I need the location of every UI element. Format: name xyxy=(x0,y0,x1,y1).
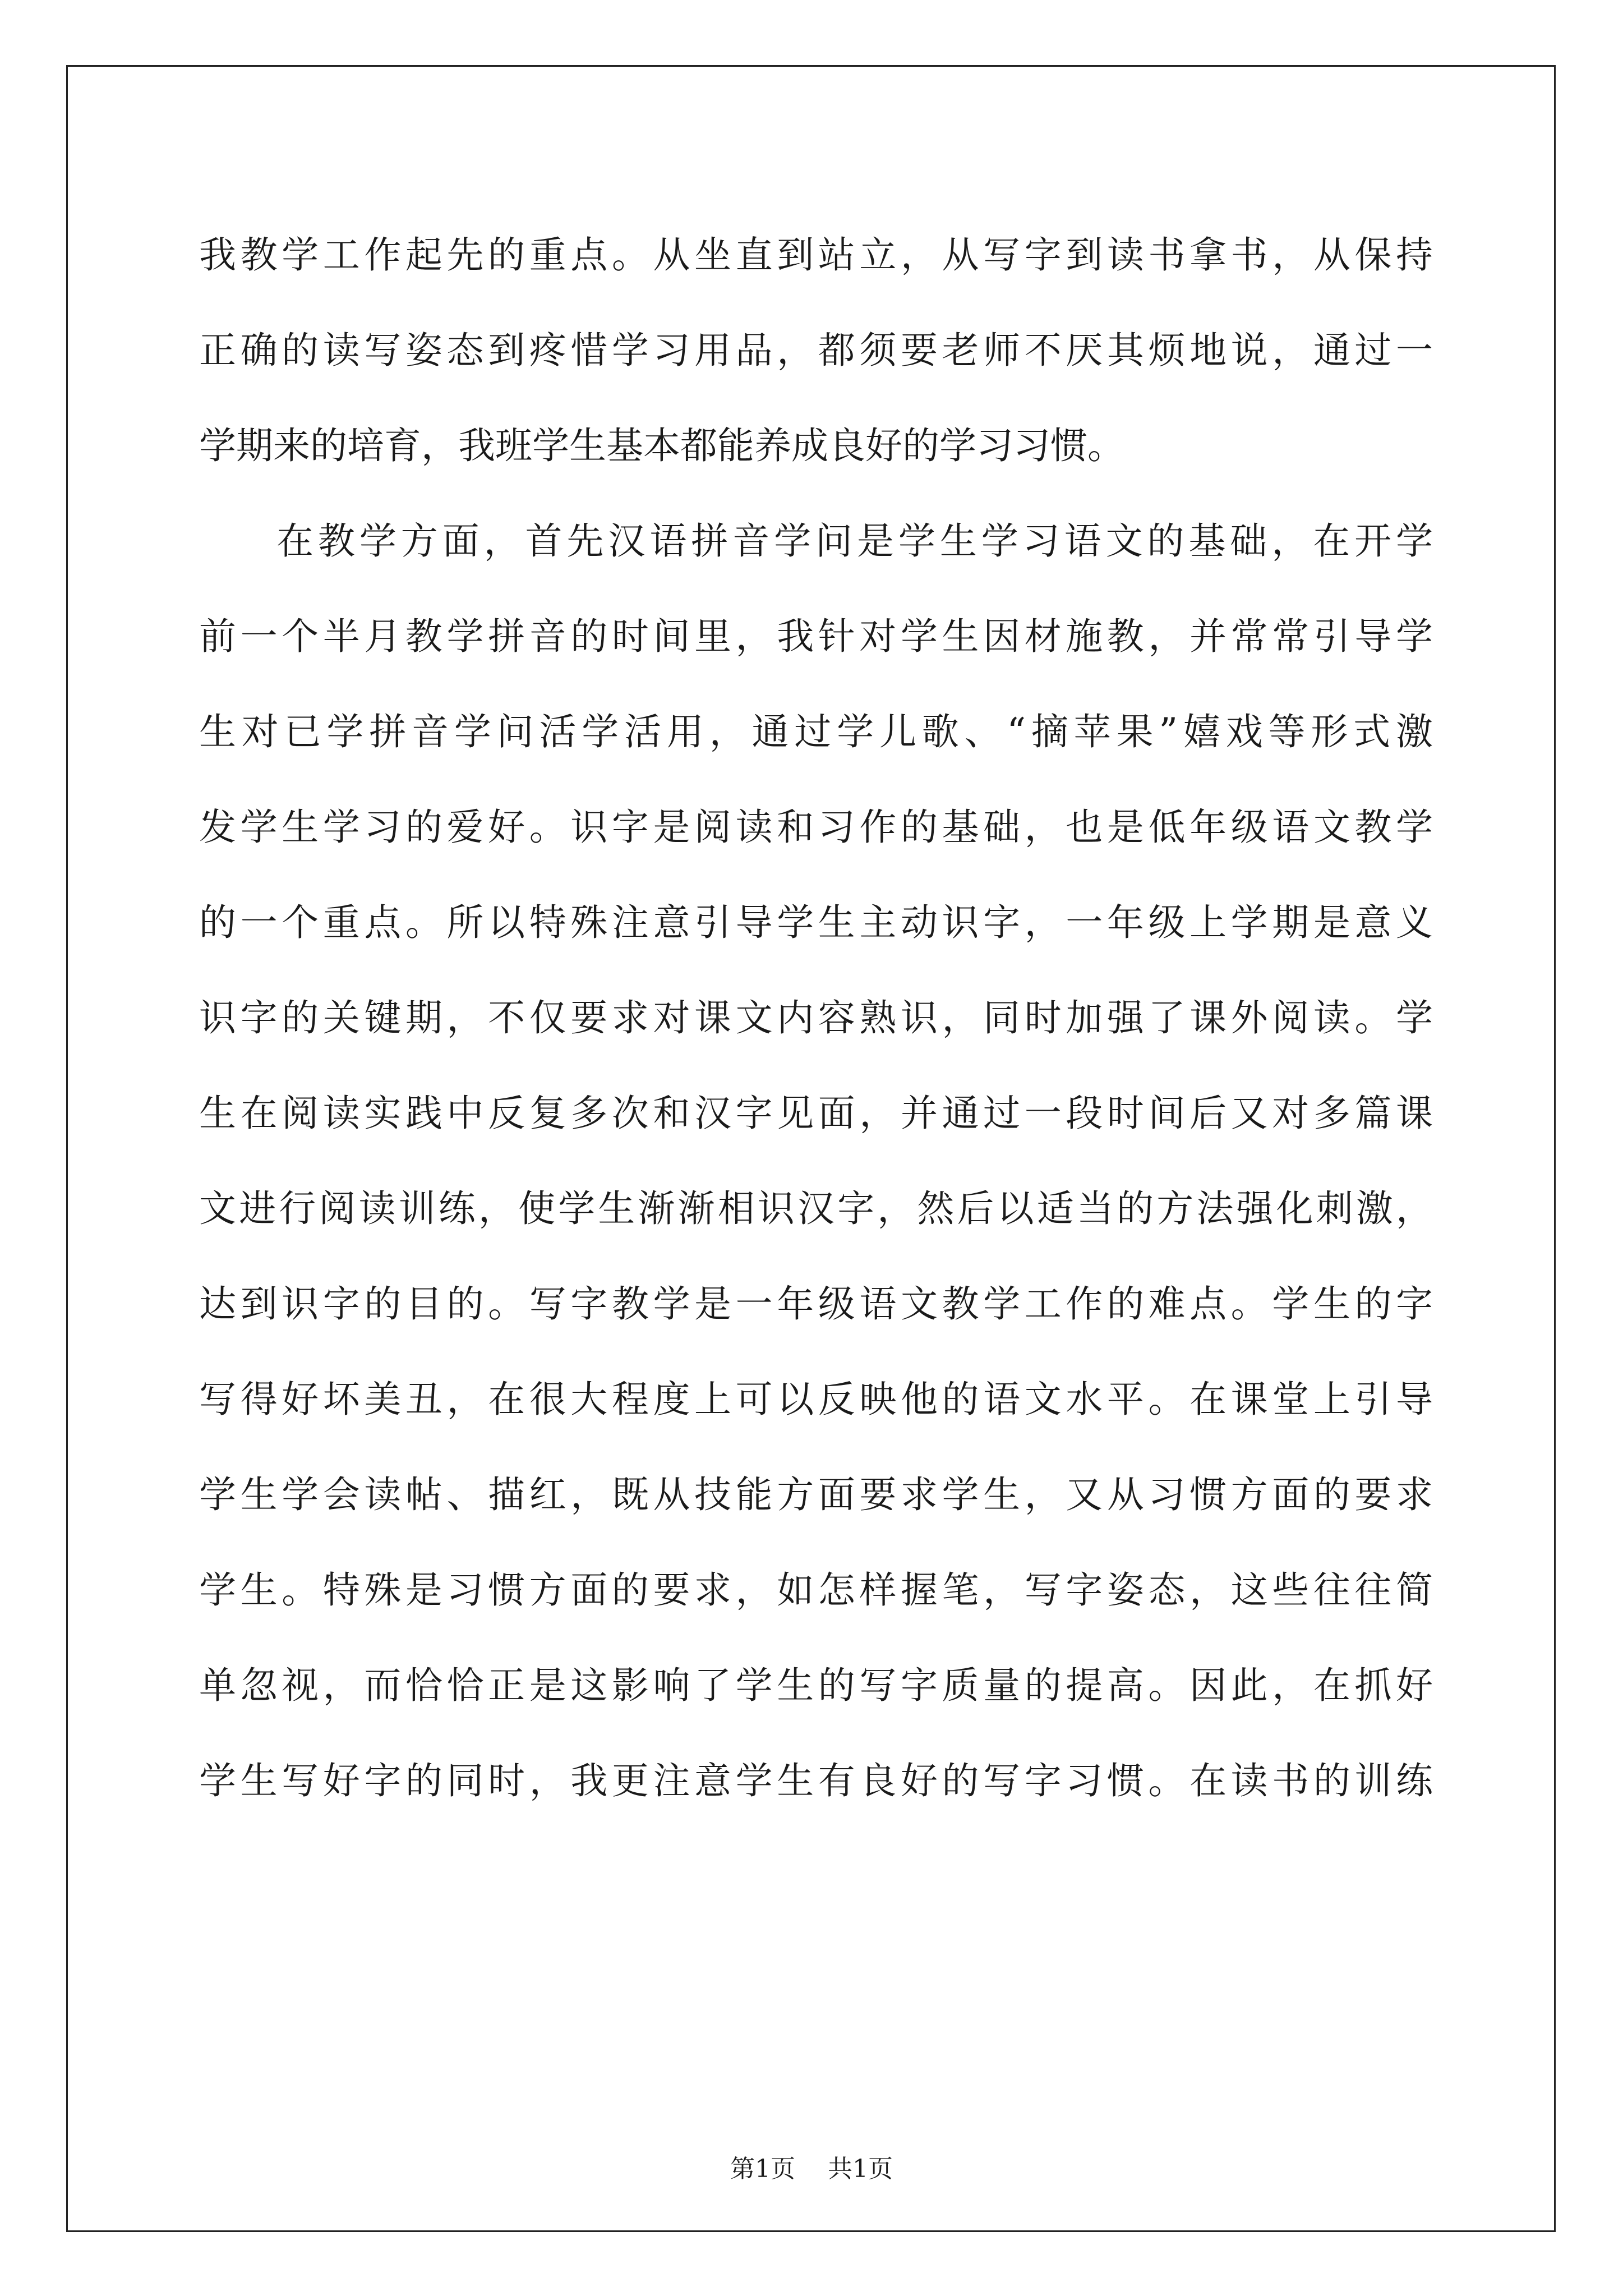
text-line: 我教学工作起先的重点。从坐直到站立，从写字到读书拿书，从保持 xyxy=(199,233,1433,277)
text-line: 文进行阅读训练，使学生渐渐相识汉字，然后以适当的方法强化刺激， xyxy=(199,1187,1433,1230)
page-number: 第1页 xyxy=(730,2155,795,2183)
text-line: 识字的关键期，不仅要求对课文内容熟识，同时加强了课外阅读。学 xyxy=(199,996,1433,1039)
text-line: 写得好坏美丑，在很大程度上可以反映他的语文水平。在课堂上引导 xyxy=(199,1378,1433,1421)
page-footer xyxy=(0,2148,1623,2184)
text-line: 发学生学习的爱好。识字是阅读和习作的基础，也是低年级语文教学 xyxy=(199,806,1433,849)
text-line: 学生写好字的同时，我更注意学生有良好的写字习惯。在读书的训练 xyxy=(199,1759,1433,1802)
text-line: 正确的读写姿态到疼惜学习用品，都须要老师不厌其烦地说，通过一 xyxy=(199,329,1433,372)
text-line: 生对已学拼音学问活学活用，通过学儿歌、“摘苹果”嬉戏等形式激 xyxy=(199,710,1433,753)
text-line: 学生学会读帖、描红，既从技能方面要求学生，又从习惯方面的要求 xyxy=(199,1473,1433,1516)
text-line: 达到识字的目的。写字教学是一年级语文教学工作的难点。学生的字 xyxy=(199,1282,1433,1326)
page-total: 共1页 xyxy=(828,2155,893,2183)
text-line: 学生。特殊是习惯方面的要求，如怎样握笔，写字姿态，这些往往简 xyxy=(199,1568,1433,1612)
text-line: 单忽视，而恰恰正是这影响了学生的写字质量的提高。因此，在抓好 xyxy=(199,1664,1433,1707)
text-line: 生在阅读实践中反复多次和汉字见面，并通过一段时间后又对多篇课 xyxy=(199,1092,1433,1135)
text-line: 前一个半月教学拼音的时间里，我针对学生因材施教，并常常引导学 xyxy=(199,615,1433,658)
text-line: 的一个重点。所以特殊注意引导学生主动识字，一年级上学期是意义 xyxy=(199,901,1433,944)
body-text xyxy=(199,208,1433,1829)
paragraph-start-line: 在教学方面，首先汉语拼音学问是学生学习语文的基础，在开学 xyxy=(276,519,1433,563)
text-line: 学期来的培育，我班学生基本都能养成良好的学习习惯。 xyxy=(199,424,1124,467)
